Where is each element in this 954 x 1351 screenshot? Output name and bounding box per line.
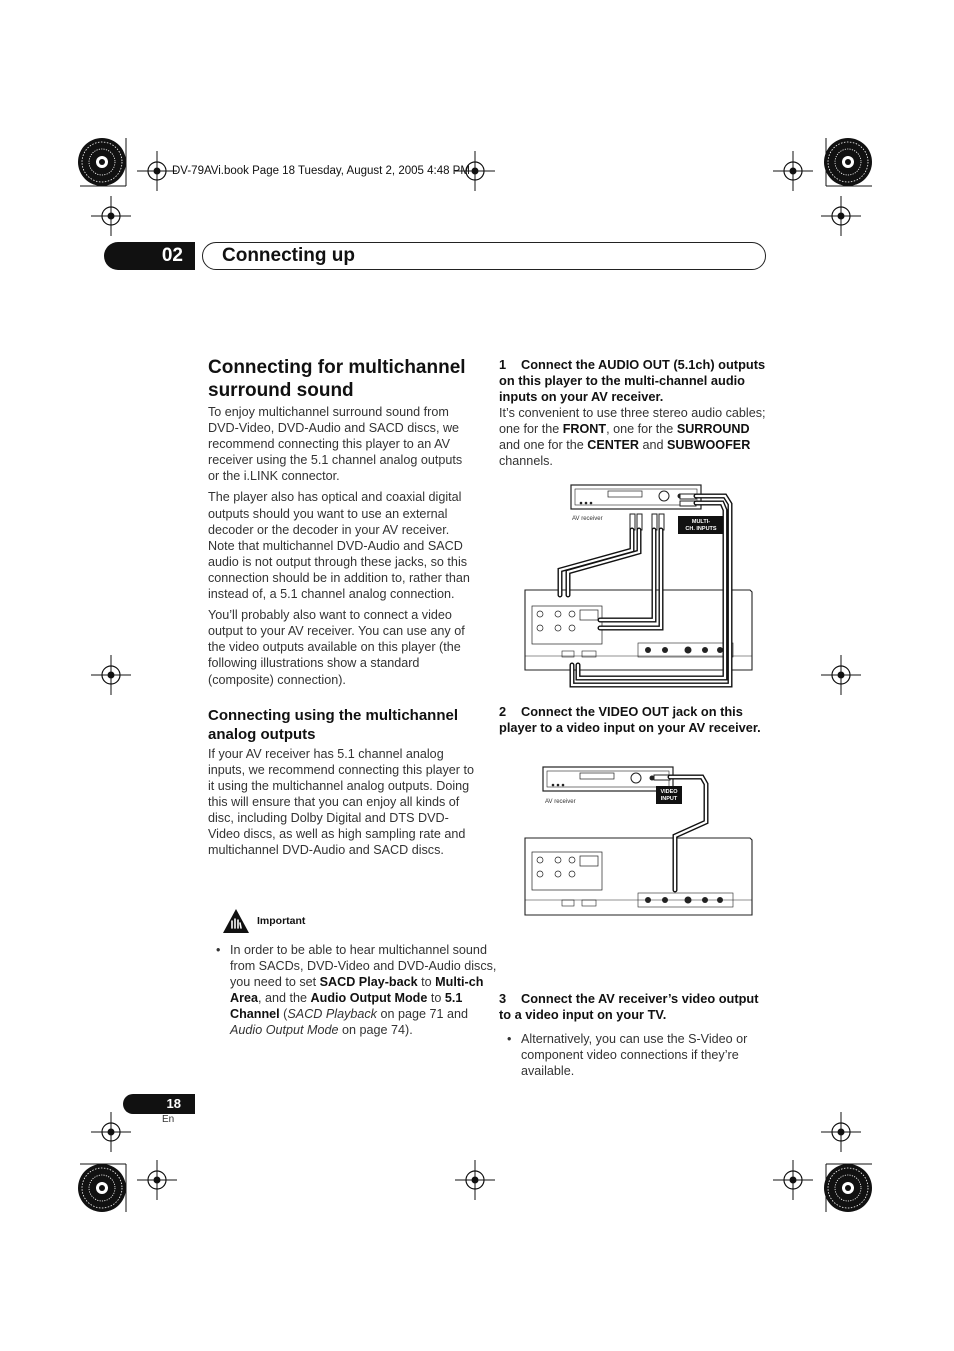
step1-title-text: Connect the AUDIO OUT (5.1ch) outputs on this player to the multi-channel audio inputs on your AV receiver. xyxy=(499,357,766,404)
important-bullet xyxy=(208,942,500,1039)
alternative-bullet-text: Alternatively, you can use the S-Video or component video connections if they’re available. xyxy=(521,1031,748,1078)
intro-paragraph: To enjoy multichannel surround sound from DVD-Video, DVD-Audio and SACD discs, we recommend connecting this player to an AV receiver using the 5.1 channel analog outputs or the i.LINK connector. xyxy=(208,405,463,484)
step3-title-text: Connect the AV receiver’s video output to a video input on your TV. xyxy=(499,991,759,1022)
video-input-label-2: INPUT xyxy=(660,796,678,802)
important-text-6: on page 71 and xyxy=(376,1007,469,1022)
multi-ch-inputs-label-2: CH. INPUTS xyxy=(685,526,717,532)
step3-number: 3 xyxy=(499,991,507,1006)
step1-text-3: and one for the xyxy=(499,438,588,453)
section-heading-line2: surround sound xyxy=(208,379,354,401)
language-code: En xyxy=(162,1114,175,1125)
section-heading-line1: Connecting for multichannel xyxy=(208,357,466,378)
multi-ch-inputs-label-1: MULTI- xyxy=(691,519,711,525)
digital-outputs-paragraph: The player also has optical and coaxial digital outputs should you want to use an external decoder or the decoder in your AV receiver. Note that multichannel DVD-Audio and SACD audio is not output through these jacks, so this connection should be in addition to, rather than instead of, a 5.1 channel analog connection. xyxy=(208,490,470,602)
multichannel-connection-diagram xyxy=(520,480,760,695)
print-info: DV-79AVi.book Page 18 Tuesday, August 2, 2005 4:48 PM xyxy=(172,165,470,177)
step1-text-4: and xyxy=(639,438,668,453)
chapter-number: 02 xyxy=(104,242,195,270)
important-label: Important xyxy=(257,915,306,927)
step1-bold-front: FRONT xyxy=(562,422,607,437)
alternative-bullet xyxy=(499,1031,789,1079)
page-number: 18 xyxy=(123,1094,195,1114)
step3-block xyxy=(499,991,771,1023)
step1-text-5: channels. xyxy=(499,454,553,469)
chapter-title: Connecting up xyxy=(222,245,355,266)
step1-bold-subwoofer: SUBWOOFER xyxy=(667,438,751,453)
step1-bold-surround: SURROUND xyxy=(676,422,750,437)
step2-title-text: Connect the VIDEO OUT jack on this player to a video input on your AV receiver. xyxy=(499,704,761,735)
player-back-panel-illustration-2 xyxy=(525,838,752,915)
video-connection-diagram xyxy=(520,760,760,925)
step2-number: 2 xyxy=(499,704,507,719)
step2-block xyxy=(499,704,771,736)
important-text-7: on page 74). xyxy=(338,1023,413,1038)
important-text-1: In order to be able to hear multichannel sound from SACDs, DVD-Video and DVD-Audio discs, you need to set xyxy=(230,943,497,990)
subsection-heading xyxy=(208,706,476,744)
step1-text-2: , one for the xyxy=(606,422,677,437)
step1-number: 1 xyxy=(499,357,507,372)
important-italic-1: SACD Playback xyxy=(287,1007,377,1022)
important-bold-2: Multi-ch Area xyxy=(230,975,484,1006)
step1-body xyxy=(499,405,771,469)
important-icon xyxy=(222,908,250,934)
important-bold-4: 5.1 Channel xyxy=(230,991,463,1022)
video-output-paragraph: You’ll probably also want to connect a video output to your AV receiver. You can use any of the video outputs available on this player (the following illustrations show a standard (composite) connection). xyxy=(208,608,465,687)
step2-title xyxy=(499,704,771,736)
section-heading xyxy=(208,357,476,402)
important-text-2: to xyxy=(417,975,436,990)
step1-title xyxy=(499,357,771,405)
step1-block xyxy=(499,357,771,469)
important-text-4: to xyxy=(427,991,445,1006)
step1-bold-center: CENTER xyxy=(587,438,640,453)
receiver-label-2: AV receiver xyxy=(545,799,576,805)
important-italic-2: Audio Output Mode xyxy=(230,1023,339,1038)
subsection-heading-line1: Connecting using the multichannel xyxy=(208,706,459,724)
step1-text-1: It’s convenient to use three stereo audio cables; one for the xyxy=(499,406,766,437)
important-text-3: , and the xyxy=(258,991,311,1006)
video-input-label-1: VIDEO xyxy=(660,789,678,795)
left-column xyxy=(208,357,476,863)
subsection-heading-line2: analog outputs xyxy=(208,725,316,743)
important-bold-1: SACD Play-back xyxy=(319,975,418,990)
receiver-label-1: AV receiver xyxy=(572,516,603,522)
important-bold-3: Audio Output Mode xyxy=(310,991,428,1006)
step3-title xyxy=(499,991,771,1023)
multichannel-paragraph: If your AV receiver has 5.1 channel analog inputs, we recommend connecting this player to it using the multichannel analog outputs. Doing this will ensure that you can enjoy all kinds of disc, including Dolby Digital and DTS DVD-Video discs, as well as high sampling rate and multichannel DVD-Audio and SACD discs. xyxy=(208,746,475,858)
important-text-5: ( xyxy=(279,1007,288,1022)
